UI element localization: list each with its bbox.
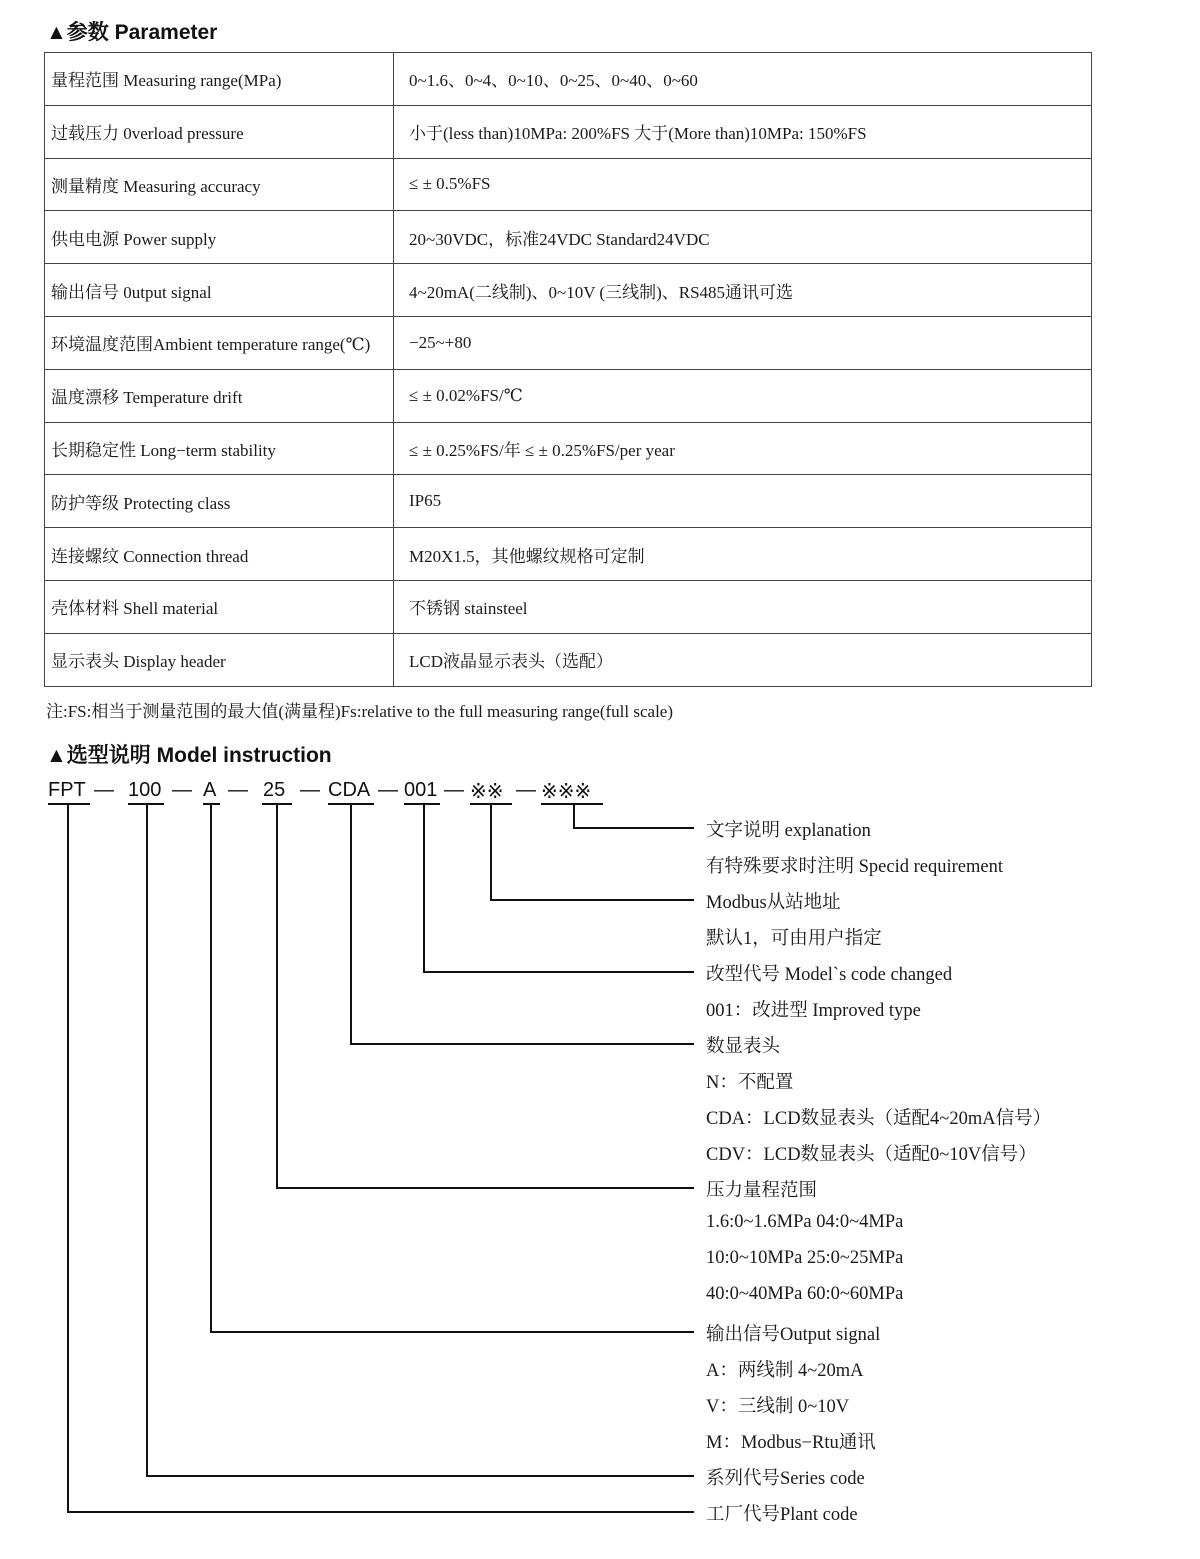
desc-range: 压力量程范围: [706, 1181, 818, 1201]
model-code-plant: FPT: [48, 779, 86, 801]
parameter-row: [45, 528, 1092, 581]
parameter-key: 供电电源 Power supply: [45, 211, 394, 264]
parameter-value: ≤ ± 0.25%FS/年 ≤ ± 0.25%FS/per year: [394, 422, 1092, 475]
parameter-value: ≤ ± 0.02%FS/℃: [394, 369, 1092, 422]
parameter-row: [45, 316, 1092, 369]
desc-special: 有特殊要求时注明 Specid requirement: [706, 857, 1003, 877]
model-code-modbus: ※※: [470, 781, 504, 803]
desc-output-v: V：三线制 0~10V: [706, 1397, 850, 1417]
parameter-heading: ▲参数 Parameter: [46, 21, 218, 44]
model-code-sep: —: [228, 779, 248, 801]
desc-display-n: N：不配置: [706, 1073, 794, 1093]
desc-display: 数显表头: [706, 1037, 781, 1057]
underline-plant: [48, 803, 90, 805]
parameter-key: 显示表头 Display header: [45, 633, 394, 686]
parameter-value: IP65: [394, 475, 1092, 528]
parameter-row: [45, 475, 1092, 528]
parameter-row: [45, 105, 1092, 158]
model-code-range: 25: [263, 779, 286, 801]
parameter-row: [45, 369, 1092, 422]
desc-plant: 工厂代号Plant code: [706, 1505, 858, 1525]
parameter-row: [45, 211, 1092, 264]
parameter-value: 不锈钢 stainsteel: [394, 580, 1092, 633]
parameter-row: [45, 422, 1092, 475]
parameter-row: [45, 633, 1092, 686]
underline-output: [203, 803, 220, 805]
parameter-key: 过载压力 0verload pressure: [45, 105, 394, 158]
parameter-key: 长期稳定性 Long−term stability: [45, 422, 394, 475]
desc-explanation: 文字说明 explanation: [706, 821, 871, 841]
parameter-value: 4~20mA(二线制)、0~10V (三线制)、RS485通讯可选: [394, 264, 1092, 317]
desc-range-1: 1.6:0~1.6MPa 04:0~4MPa: [706, 1212, 904, 1232]
desc-range-3: 40:0~40MPa 60:0~60MPa: [706, 1284, 904, 1304]
model-code-series: 100: [128, 779, 162, 801]
parameter-key: 环境温度范围Ambient temperature range(℃): [45, 316, 394, 369]
parameter-value: 小于(less than)10MPa: 200%FS 大于(More than)10MPa: 150%FS: [394, 105, 1092, 158]
desc-output-m: M：Modbus−Rtu通讯: [706, 1433, 876, 1453]
parameter-row: [45, 580, 1092, 633]
desc-modbus-default: 默认1，可由用户指定: [706, 929, 882, 949]
desc-range-2: 10:0~10MPa 25:0~25MPa: [706, 1248, 904, 1268]
model-heading: ▲选型说明 Model instruction: [46, 744, 332, 767]
parameter-value: ≤ ± 0.5%FS: [394, 158, 1092, 211]
model-code-display: CDA: [328, 779, 371, 801]
desc-output-a: A：两线制 4~20mA: [706, 1361, 864, 1381]
parameter-value: 20~30VDC，标准24VDC Standard24VDC: [394, 211, 1092, 264]
parameter-key: 壳体材料 Shell material: [45, 580, 394, 633]
parameter-value: −25~+80: [394, 316, 1092, 369]
parameter-row: [45, 158, 1092, 211]
desc-series: 系列代号Series code: [706, 1469, 865, 1489]
desc-display-cda: CDA：LCD数显表头（适配4~20mA信号）: [706, 1109, 1052, 1129]
model-code-sep: —: [444, 779, 464, 801]
model-code-output: A: [203, 779, 217, 801]
parameter-key: 输出信号 0utput signal: [45, 264, 394, 317]
parameter-row: [45, 53, 1092, 106]
model-code-sep: —: [378, 779, 398, 801]
desc-modbus: Modbus从站地址: [706, 893, 841, 913]
model-code-explanation: ※※※: [541, 781, 592, 803]
model-code-sep: —: [172, 779, 192, 801]
desc-improved: 001：改进型 Improved type: [706, 1001, 921, 1021]
model-code-sep: —: [300, 779, 320, 801]
model-code-change: 001: [404, 779, 438, 801]
parameter-value: LCD液晶显示表头（选配）: [394, 633, 1092, 686]
parameter-key: 量程范围 Measuring range(MPa): [45, 53, 394, 106]
parameter-table: [44, 52, 1092, 687]
parameter-row: [45, 264, 1092, 317]
model-code-sep: —: [516, 779, 536, 801]
model-code-sep: —: [94, 779, 114, 801]
desc-display-cdv: CDV：LCD数显表头（适配0~10V信号）: [706, 1145, 1037, 1165]
fs-note: 注:FS:相当于测量范围的最大值(满量程)Fs:relative to the full measuring range(full scale): [46, 702, 674, 721]
parameter-key: 测量精度 Measuring accuracy: [45, 158, 394, 211]
underline-explanation: [541, 803, 603, 805]
desc-model-change: 改型代号 Model`s code changed: [706, 965, 953, 985]
parameter-key: 温度漂移 Temperature drift: [45, 369, 394, 422]
desc-output: 输出信号Output signal: [706, 1325, 881, 1345]
parameter-key: 连接螺纹 Connection thread: [45, 528, 394, 581]
underline-change: [404, 803, 440, 805]
parameter-value: 0~1.6、0~4、0~10、0~25、0~40、0~60: [394, 53, 1092, 106]
parameter-value: M20X1.5，其他螺纹规格可定制: [394, 528, 1092, 581]
parameter-key: 防护等级 Protecting class: [45, 475, 394, 528]
